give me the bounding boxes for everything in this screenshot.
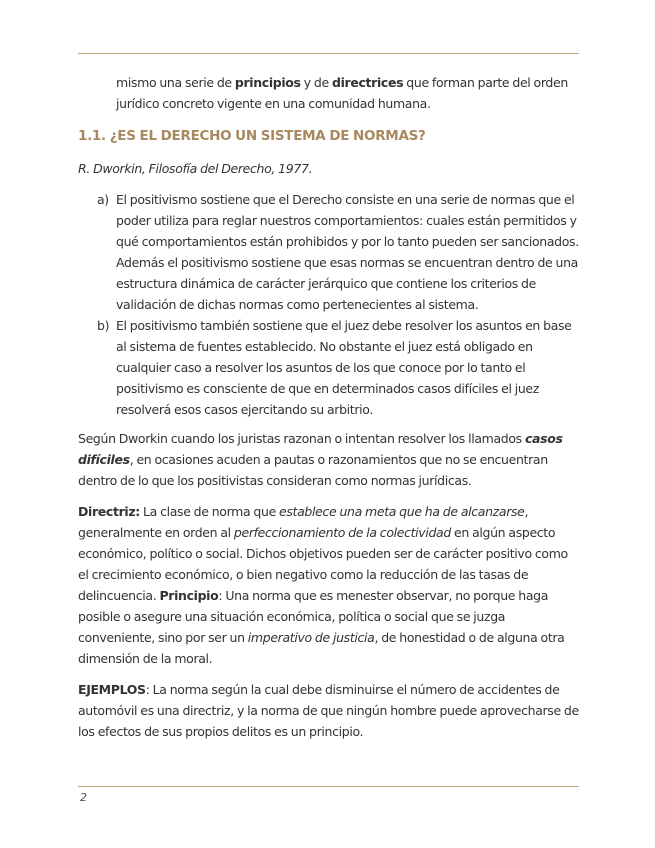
list-item bbox=[78, 189, 579, 315]
casos-dificiles-term: casos difíciles bbox=[78, 431, 563, 467]
examples-paragraph: EJEMPLOS: La norma según la cual debe disminuirse el número de accidentes de automóvil es una directriz, y la norma de que ningún hombre puede aprovecharse de los efectos de sus propios delitos es un principio. bbox=[78, 682, 579, 739]
definitions-paragraph: Directriz: La clase de norma que establece una meta que ha de alcanzarse, generalmente en orden al perfeccionamiento de la colectividad en algún aspecto económico, político o social. Dichos objetivos pueden ser de carácter positivo como el crecimiento económico, o bien negativo como la reducción de las tasas de delincuencia. Principio: Una norma que es menester observar, no porque haga posible o asegure una situación económica, política o social que se juzga conveniente, sino por ser un imperativo de justicia, de honestidad o de alguna otra dimensión de la moral. bbox=[78, 504, 568, 666]
directriz-label: Directriz: bbox=[78, 504, 140, 519]
list-marker: a) bbox=[97, 192, 109, 207]
positivism-list bbox=[78, 189, 579, 420]
list-item-text: El positivismo también sostiene que el juez debe resolver los asuntos en base al sistema de fuentes establecido. No obstante el juez está obligado en cualquier caso a resolver los asuntos de los que conoce por lo tanto el positivismo es consciente de que en determinados casos difíciles el juez resolverá esos casos ejercitando su arbitrio. bbox=[116, 318, 572, 417]
page-number: 2 bbox=[80, 791, 87, 804]
header-rule bbox=[78, 53, 579, 54]
footer-rule bbox=[78, 786, 579, 787]
examples-label: EJEMPLOS bbox=[78, 682, 146, 697]
principio-label: Principio bbox=[159, 588, 219, 603]
section-heading: 1.1. ¿ES EL DERECHO UN SISTEMA DE NORMAS? bbox=[78, 128, 426, 144]
continuation-paragraph: mismo una serie de principios y de directrices que forman parte del orden jurídico concreto vigente en una comunidad humana. bbox=[116, 75, 568, 111]
citation: R. Dworkin, Filosofía del Derecho, 1977. bbox=[78, 161, 313, 176]
dworkin-paragraph: Según Dworkin cuando los juristas razonan o intentan resolver los llamados casos difíciles, en ocasiones acuden a pautas o razonamientos que no se encuentran dentro de lo que los positivistas consideran como normas jurídicas. bbox=[78, 431, 563, 488]
page-content bbox=[78, 72, 579, 752]
list-marker: b) bbox=[97, 318, 110, 333]
list-item bbox=[78, 315, 579, 420]
list-item-text: El positivismo sostiene que el Derecho consiste en una serie de normas que el poder utiliza para reglar nuestros comportamientos: cuales están permitidos y qué comportamientos están prohibidos y por lo tanto pueden ser sancionados. Además el positivismo sostiene que esas normas se encuentran dentro de una estructura dinámica de carácter jerárquico que contiene los criterios de validación de dichas normas como pertenecientes al sistema. bbox=[116, 192, 579, 312]
principios-term: principios bbox=[234, 75, 301, 90]
directrices-term: directrices bbox=[331, 75, 404, 90]
